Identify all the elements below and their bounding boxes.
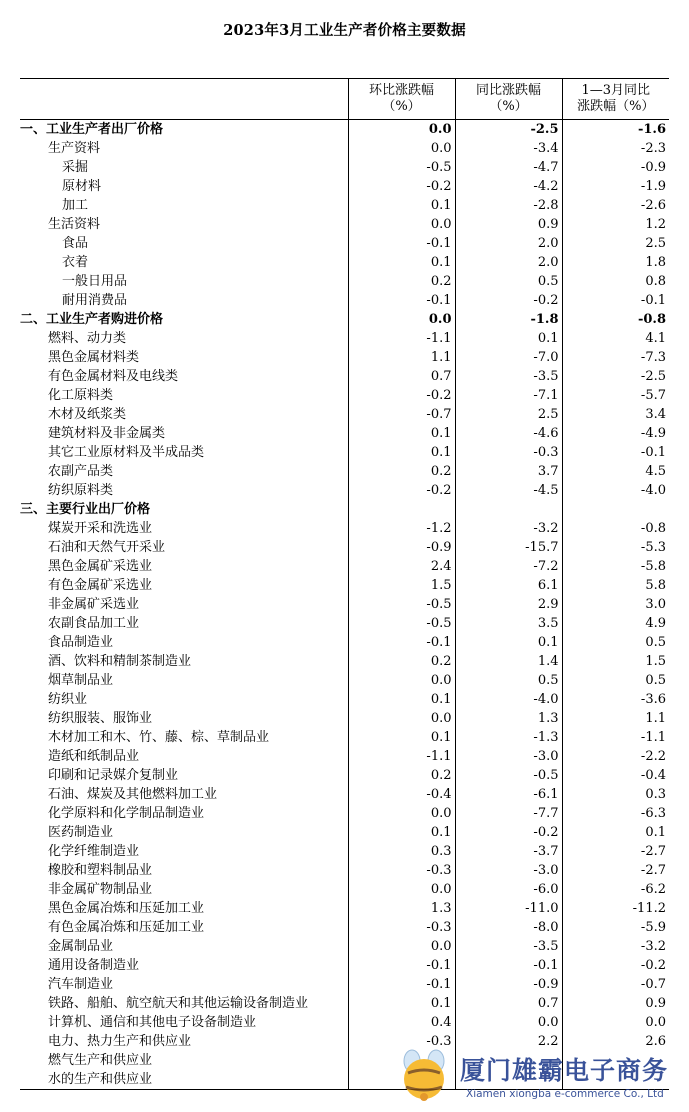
row-ytd-value: 0.0 [645, 1015, 666, 1030]
row-mom-value: -0.3 [348, 1032, 455, 1051]
row-mom-value: 0.0 [348, 709, 455, 728]
row-label: 烟草制品业 [20, 671, 348, 690]
row-label: 生活资料 [20, 215, 348, 234]
price-data-table [20, 78, 669, 1090]
row-ytd-value: 4.9 [645, 616, 666, 631]
row-ytd-value: -4.0 [640, 483, 666, 498]
row-mom-value: -0.3 [348, 861, 455, 880]
row-mom-value: -0.7 [348, 405, 455, 424]
row-label: 木材及纸浆类 [20, 405, 348, 424]
row-label: 煤炭开采和洗选业 [20, 519, 348, 538]
row-ytd-value: -5.7 [640, 388, 666, 403]
row-mom-value: 0.0 [348, 671, 455, 690]
row-mom-value: 0.0 [348, 880, 455, 899]
row-label: 化学原料和化学制品制造业 [20, 804, 348, 823]
row-mom-value: -0.5 [348, 595, 455, 614]
row-label: 耐用消费品 [20, 291, 348, 310]
table-row [20, 975, 669, 994]
table-row [20, 519, 669, 538]
row-mom-value: 1.1 [348, 348, 455, 367]
row-label: 一般日用品 [20, 272, 348, 291]
row-ytd-value: -0.8 [637, 312, 666, 327]
row-mom-value: -0.1 [348, 234, 455, 253]
row-mom-value: 0.1 [348, 690, 455, 709]
table-row [20, 671, 669, 690]
row-label: 纺织业 [20, 690, 348, 709]
row-mom-value: -0.2 [348, 177, 455, 196]
row-ytd-value: 0.3 [645, 787, 666, 802]
row-label: 造纸和纸制品业 [20, 747, 348, 766]
row-mom-value: -0.2 [348, 386, 455, 405]
header-label-column [20, 79, 348, 120]
row-label: 采掘 [20, 158, 348, 177]
row-mom-value: -0.1 [348, 291, 455, 310]
row-ytd-value: -7.3 [640, 350, 666, 365]
row-yoy-value: 6.1 [455, 576, 562, 595]
table-row [20, 481, 669, 500]
row-yoy-value: -15.7 [455, 538, 562, 557]
row-label: 有色金属冶炼和压延加工业 [20, 918, 348, 937]
row-label: 原材料 [20, 177, 348, 196]
row-ytd-value: -6.3 [640, 806, 666, 821]
row-mom-value: 0.0 [348, 215, 455, 234]
row-label: 通用设备制造业 [20, 956, 348, 975]
row-label: 农副食品加工业 [20, 614, 348, 633]
row-yoy-value: -1.8 [455, 310, 562, 329]
row-yoy-value: -3.0 [455, 747, 562, 766]
row-label: 木材加工和木、竹、藤、棕、草制品业 [20, 728, 348, 747]
row-ytd-value: 0.1 [645, 825, 666, 840]
row-yoy-value: -6.0 [455, 880, 562, 899]
row-ytd-value: -0.8 [640, 521, 666, 536]
table-row [20, 310, 669, 329]
header-mom-line1: 环比涨跌幅 [368, 83, 434, 98]
row-yoy-value: 0.0 [455, 1013, 562, 1032]
row-label: 食品制造业 [20, 633, 348, 652]
row-yoy-value: -6.1 [455, 785, 562, 804]
row-label: 纺织服装、服饰业 [20, 709, 348, 728]
row-yoy-value: 0.7 [455, 994, 562, 1013]
row-mom-value: 0.4 [348, 1013, 455, 1032]
row-label: 有色金属材料及电线类 [20, 367, 348, 386]
row-ytd-value: 3.0 [645, 597, 666, 612]
row-mom-value: -0.1 [348, 956, 455, 975]
table-row [20, 158, 669, 177]
row-mom-value: -0.3 [348, 918, 455, 937]
row-yoy-value: -4.6 [455, 424, 562, 443]
row-label: 食品 [20, 234, 348, 253]
row-label: 建筑材料及非金属类 [20, 424, 348, 443]
row-yoy-value: 3.7 [455, 462, 562, 481]
row-mom-value: 0.0 [348, 310, 455, 329]
row-ytd-value: -2.7 [640, 863, 666, 878]
row-yoy-value: 2.0 [455, 253, 562, 272]
header-yoy-line1: 同比涨跌幅 [475, 83, 541, 98]
row-ytd-value: 2.6 [645, 1034, 666, 1049]
row-label: 一、工业生产者出厂价格 [20, 120, 348, 140]
row-yoy-value: 2.2 [455, 1032, 562, 1051]
row-yoy-value: 2.9 [455, 595, 562, 614]
row-ytd-value: 1.2 [645, 217, 666, 232]
row-yoy-value: -0.3 [455, 443, 562, 462]
row-mom-value: -0.1 [348, 975, 455, 994]
row-label: 二、工业生产者购进价格 [20, 310, 348, 329]
row-yoy-value: -11.0 [455, 899, 562, 918]
row-ytd-value: 1.1 [645, 711, 666, 726]
row-label: 其它工业原材料及半成品类 [20, 443, 348, 462]
table-row [20, 253, 669, 272]
table-row [20, 196, 669, 215]
row-ytd-value: 1.5 [645, 654, 666, 669]
row-yoy-value: 0.1 [455, 329, 562, 348]
watermark-company-name: 厦门雄霸电子商务 [460, 1056, 669, 1085]
table-row [20, 462, 669, 481]
header-yoy-change [455, 79, 562, 120]
row-ytd-value: -2.6 [640, 198, 666, 213]
row-ytd-value: 3.4 [645, 407, 666, 422]
row-mom-value: 0.0 [348, 937, 455, 956]
table-row [20, 500, 669, 519]
header-yoy-line2: （%） [489, 99, 528, 114]
table-row [20, 1013, 669, 1032]
row-label: 燃料、动力类 [20, 329, 348, 348]
row-ytd-value: 0.8 [645, 274, 666, 289]
table-row [20, 443, 669, 462]
row-mom-value: 0.1 [348, 443, 455, 462]
row-label: 燃气生产和供应业 [20, 1051, 348, 1070]
row-ytd-value: -3.2 [640, 939, 666, 954]
row-mom-value: 0.2 [348, 652, 455, 671]
row-yoy-value: 0.1 [455, 633, 562, 652]
table-row [20, 405, 669, 424]
header-mom-change [348, 79, 455, 120]
row-yoy-value: -3.7 [455, 842, 562, 861]
table-row [20, 291, 669, 310]
row-ytd-value [562, 500, 669, 519]
row-label: 生产资料 [20, 139, 348, 158]
table-row [20, 652, 669, 671]
row-mom-value: 0.1 [348, 728, 455, 747]
row-yoy-value: -7.2 [455, 557, 562, 576]
table-row [20, 918, 669, 937]
row-yoy-value: -0.9 [455, 975, 562, 994]
table-row [20, 785, 669, 804]
row-yoy-value: -4.7 [455, 158, 562, 177]
table-row [20, 956, 669, 975]
row-mom-value: -0.5 [348, 158, 455, 177]
table-row [20, 823, 669, 842]
company-watermark [396, 1043, 689, 1112]
row-ytd-value: 0.5 [645, 635, 666, 650]
row-ytd-value: 1.8 [645, 255, 666, 270]
row-mom-value: -0.9 [348, 538, 455, 557]
row-yoy-value: -7.7 [455, 804, 562, 823]
row-mom-value: 0.1 [348, 994, 455, 1013]
header-mom-line2: （%） [382, 99, 421, 114]
row-ytd-value: 4.1 [645, 331, 666, 346]
header-ytd-change [562, 79, 669, 120]
row-mom-value: -1.2 [348, 519, 455, 538]
row-ytd-value: 0.5 [645, 673, 666, 688]
row-yoy-value: 3.5 [455, 614, 562, 633]
row-mom-value: -1.1 [348, 329, 455, 348]
table-row [20, 633, 669, 652]
row-yoy-value: -0.2 [455, 291, 562, 310]
table-row [20, 234, 669, 253]
row-ytd-value: -2.3 [640, 141, 666, 156]
row-mom-value: 0.0 [348, 120, 455, 140]
table-row [20, 557, 669, 576]
table-row [20, 899, 669, 918]
row-mom-value: 0.2 [348, 462, 455, 481]
header-ytd-line2: 涨跌幅（%） [577, 99, 655, 114]
row-yoy-value: -4.5 [455, 481, 562, 500]
row-label: 橡胶和塑料制品业 [20, 861, 348, 880]
row-label: 化学纤维制造业 [20, 842, 348, 861]
table-row [20, 538, 669, 557]
row-mom-value: -1.1 [348, 747, 455, 766]
row-mom-value: 1.5 [348, 576, 455, 595]
row-label: 汽车制造业 [20, 975, 348, 994]
row-ytd-value: -6.2 [640, 882, 666, 897]
row-label: 金属制品业 [20, 937, 348, 956]
row-mom-value: 0.0 [348, 139, 455, 158]
table-row [20, 272, 669, 291]
row-ytd-value: -0.2 [640, 958, 666, 973]
row-yoy-value: -2.5 [455, 120, 562, 140]
row-yoy-value: -0.2 [455, 823, 562, 842]
row-mom-value [348, 500, 455, 519]
table-row [20, 804, 669, 823]
table-row [20, 367, 669, 386]
table-row [20, 994, 669, 1013]
row-ytd-value: -2.7 [640, 844, 666, 859]
bee-logo-icon [398, 1047, 450, 1103]
row-yoy-value: 0.5 [455, 671, 562, 690]
row-ytd-value: 0.9 [645, 996, 666, 1011]
row-label: 黑色金属矿采选业 [20, 557, 348, 576]
row-yoy-value: -3.4 [455, 139, 562, 158]
row-label: 衣着 [20, 253, 348, 272]
table-row [20, 728, 669, 747]
row-ytd-value: -3.6 [640, 692, 666, 707]
row-mom-value: 0.1 [348, 253, 455, 272]
row-ytd-value: -2.5 [640, 369, 666, 384]
table-body [20, 120, 669, 1090]
row-label: 黑色金属材料类 [20, 348, 348, 367]
row-label: 非金属矿采选业 [20, 595, 348, 614]
table-row [20, 120, 669, 140]
table-row [20, 937, 669, 956]
row-label: 水的生产和供应业 [20, 1070, 348, 1090]
row-ytd-value: -5.3 [640, 540, 666, 555]
row-yoy-value: 0.9 [455, 215, 562, 234]
table-row [20, 709, 669, 728]
row-label: 有色金属矿采选业 [20, 576, 348, 595]
table-row [20, 424, 669, 443]
row-ytd-value: -0.7 [640, 977, 666, 992]
row-mom-value: -0.1 [348, 633, 455, 652]
row-ytd-value: -0.4 [640, 768, 666, 783]
row-yoy-value: -4.2 [455, 177, 562, 196]
row-mom-value: 0.7 [348, 367, 455, 386]
row-ytd-value: -1.6 [637, 122, 666, 137]
row-yoy-value: -7.1 [455, 386, 562, 405]
row-mom-value: 0.2 [348, 272, 455, 291]
row-ytd-value: -5.8 [640, 559, 666, 574]
row-ytd-value: -5.9 [640, 920, 666, 935]
row-label: 化工原料类 [20, 386, 348, 405]
row-yoy-value: -3.5 [455, 367, 562, 386]
row-yoy-value: -3.5 [455, 937, 562, 956]
row-label: 三、主要行业出厂价格 [20, 500, 348, 519]
row-mom-value: -0.5 [348, 614, 455, 633]
row-mom-value: -0.4 [348, 785, 455, 804]
row-label: 非金属矿物制品业 [20, 880, 348, 899]
row-yoy-value: -3.0 [455, 861, 562, 880]
row-ytd-value: 2.5 [645, 236, 666, 251]
row-label: 黑色金属冶炼和压延加工业 [20, 899, 348, 918]
row-mom-value: 0.3 [348, 842, 455, 861]
row-ytd-value: -1.1 [640, 730, 666, 745]
row-label: 农副产品类 [20, 462, 348, 481]
row-label: 石油、煤炭及其他燃料加工业 [20, 785, 348, 804]
row-yoy-value: 2.5 [455, 405, 562, 424]
row-ytd-value: -2.2 [640, 749, 666, 764]
table-row [20, 386, 669, 405]
row-mom-value: 0.1 [348, 424, 455, 443]
row-label: 电力、热力生产和供应业 [20, 1032, 348, 1051]
row-ytd-value: 4.5 [645, 464, 666, 479]
row-label: 计算机、通信和其他电子设备制造业 [20, 1013, 348, 1032]
row-mom-value: 0.1 [348, 823, 455, 842]
table-row [20, 861, 669, 880]
row-mom-value: -0.2 [348, 481, 455, 500]
row-yoy-value: -4.0 [455, 690, 562, 709]
row-mom-value: 2.4 [348, 557, 455, 576]
row-label: 铁路、船舶、航空航天和其他运输设备制造业 [20, 994, 348, 1013]
row-label: 医药制造业 [20, 823, 348, 842]
row-label: 石油和天然气开采业 [20, 538, 348, 557]
table-row [20, 842, 669, 861]
row-yoy-value: -1.3 [455, 728, 562, 747]
table-row [20, 766, 669, 785]
row-yoy-value: -7.0 [455, 348, 562, 367]
table-row [20, 215, 669, 234]
table-header-row [20, 79, 669, 120]
row-ytd-value: -4.9 [640, 426, 666, 441]
row-yoy-value: 1.3 [455, 709, 562, 728]
table-row [20, 880, 669, 899]
table-row [20, 614, 669, 633]
header-ytd-line1: 1—3月同比 [581, 83, 651, 98]
row-ytd-value: -0.1 [640, 293, 666, 308]
row-yoy-value: -0.5 [455, 766, 562, 785]
table-row [20, 576, 669, 595]
row-yoy-value: -0.1 [455, 956, 562, 975]
row-yoy-value: -2.8 [455, 196, 562, 215]
row-yoy-value: 2.0 [455, 234, 562, 253]
row-yoy-value [455, 500, 562, 519]
row-ytd-value: -0.9 [640, 160, 666, 175]
row-ytd-value: 5.8 [645, 578, 666, 593]
table-row [20, 329, 669, 348]
row-ytd-value: -1.9 [640, 179, 666, 194]
row-label: 酒、饮料和精制茶制造业 [20, 652, 348, 671]
row-ytd-value: -0.1 [640, 445, 666, 460]
row-label: 加工 [20, 196, 348, 215]
row-mom-value: 0.1 [348, 196, 455, 215]
table-row [20, 595, 669, 614]
row-mom-value: 0.0 [348, 804, 455, 823]
row-label: 印刷和记录媒介复制业 [20, 766, 348, 785]
row-mom-value: 1.3 [348, 899, 455, 918]
page-title: 2023年3月工业生产者价格主要数据 [223, 22, 466, 39]
row-ytd-value: -11.2 [632, 901, 666, 916]
table-row [20, 139, 669, 158]
row-yoy-value: 0.5 [455, 272, 562, 291]
row-mom-value: 0.2 [348, 766, 455, 785]
row-label: 纺织原料类 [20, 481, 348, 500]
watermark-company-name-en: Xiamen xiongba e-commerce Co., Ltd [466, 1088, 664, 1100]
table-row [20, 747, 669, 766]
table-row [20, 348, 669, 367]
row-yoy-value: 1.4 [455, 652, 562, 671]
row-yoy-value: -8.0 [455, 918, 562, 937]
table-row [20, 690, 669, 709]
row-yoy-value: -3.2 [455, 519, 562, 538]
table-row [20, 177, 669, 196]
